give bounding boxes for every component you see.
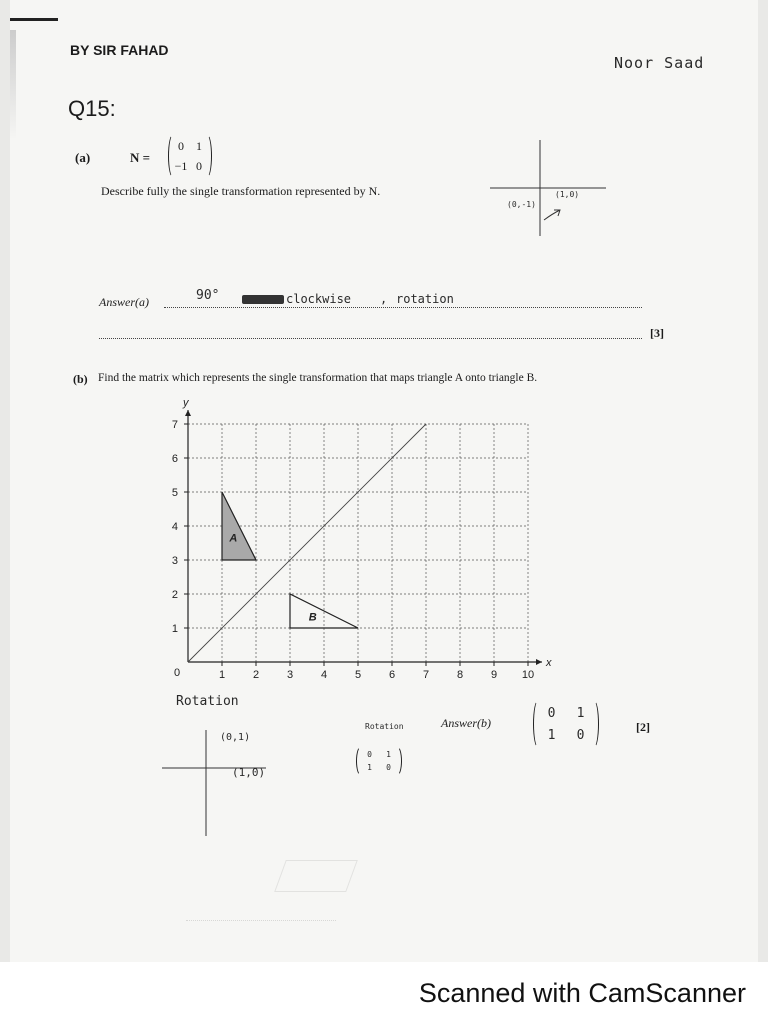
answer-b-c: 1 <box>547 727 556 743</box>
y-tick-label: 2 <box>171 589 178 601</box>
working-title: Rotation <box>176 694 239 709</box>
origin-label: 0 <box>174 667 181 679</box>
working-sketch <box>160 720 270 840</box>
x-tick-label: 4 <box>320 669 328 681</box>
answer-b-b: 1 <box>576 705 585 721</box>
scribble-mark <box>242 295 284 304</box>
side-matrix-a: 0 <box>367 750 372 759</box>
answer-b-matrix <box>537 702 595 746</box>
sketch-point-1: (0,-1) <box>507 200 536 209</box>
x-axis-label: x <box>546 657 552 669</box>
y-axis-label: y <box>183 400 189 409</box>
x-tick-label: 6 <box>388 669 396 681</box>
coordinate-grid-chart <box>160 400 560 695</box>
working-point-1: (0,1) <box>220 732 251 743</box>
scan-edge-mark <box>10 18 58 21</box>
part-a-marks: [3] <box>650 326 664 340</box>
y-tick-label: 3 <box>171 555 178 567</box>
bleed-through-line <box>186 920 336 921</box>
answer-b-a: 0 <box>547 705 556 721</box>
side-matrix <box>360 748 398 774</box>
y-tick-label: 5 <box>171 487 178 499</box>
part-a-sketch <box>480 130 620 240</box>
x-tick-label: 2 <box>252 669 260 681</box>
part-a-instruction: Describe fully the single transformation represented by N. <box>101 184 381 198</box>
y-tick-label: 4 <box>171 521 178 533</box>
side-note-title: Rotation <box>365 722 404 731</box>
x-tick-label: 9 <box>490 669 498 681</box>
answer-a-label: Answer(a) <box>99 295 149 309</box>
y-tick-label: 1 <box>171 623 178 635</box>
y-tick-label: 6 <box>171 453 178 465</box>
triangle-a-label: A <box>229 532 238 545</box>
student-name: Noor Saad <box>614 54 705 72</box>
x-tick-label: 1 <box>218 669 226 681</box>
scanner-watermark: Scanned with CamScanner <box>418 978 746 1008</box>
matrix-n-label: N = <box>130 150 151 165</box>
y-tick-label: 7 <box>171 419 178 431</box>
answer-b-d: 0 <box>576 727 585 743</box>
answer-a-separator: , <box>380 292 388 306</box>
matrix-n-c: −1 <box>174 158 188 173</box>
x-tick-label: 8 <box>456 669 464 681</box>
side-matrix-c: 1 <box>367 763 372 772</box>
answer-a-line-1 <box>164 307 642 308</box>
x-axis-arrow <box>536 659 542 665</box>
part-b-instruction: Find the matrix which represents the single transformation that maps triangle A onto triangle B. <box>98 372 538 384</box>
working-point-2: (1,0) <box>232 766 266 779</box>
x-tick-label: 3 <box>286 669 294 681</box>
answer-a-direction: clockwise <box>286 292 352 306</box>
matrix-n-d: 0 <box>196 158 202 173</box>
side-matrix-b: 1 <box>386 750 391 759</box>
scanned-page <box>10 0 758 962</box>
answer-a-line-2 <box>99 338 642 339</box>
triangle-a <box>222 492 256 560</box>
part-b-marks: [2] <box>636 720 650 734</box>
triangle-b <box>290 594 358 628</box>
question-number: Q15: <box>68 96 116 121</box>
part-b-label: (b) <box>73 372 88 386</box>
scan-shadow <box>10 30 16 140</box>
answer-a-angle: 90° <box>196 288 220 303</box>
sketch-arrow <box>544 210 560 220</box>
part-a-label: (a) <box>75 150 91 165</box>
matrix-n-a: 0 <box>178 138 184 153</box>
x-tick-label: 7 <box>422 669 430 681</box>
x-tick-label: 10 <box>521 669 535 681</box>
y-axis-arrow <box>185 410 191 416</box>
matrix-n-b: 1 <box>196 138 202 153</box>
bleed-through-mark <box>274 860 358 892</box>
author-name: BY SIR FAHAD <box>70 42 169 58</box>
answer-a-type: rotation <box>396 292 454 306</box>
matrix-n <box>172 136 208 176</box>
answer-b-label: Answer(b) <box>441 716 491 730</box>
sketch-point-2: (1,0) <box>555 190 580 199</box>
side-matrix-d: 0 <box>386 763 391 772</box>
triangle-b-label: B <box>308 611 317 624</box>
x-tick-label: 5 <box>354 669 362 681</box>
